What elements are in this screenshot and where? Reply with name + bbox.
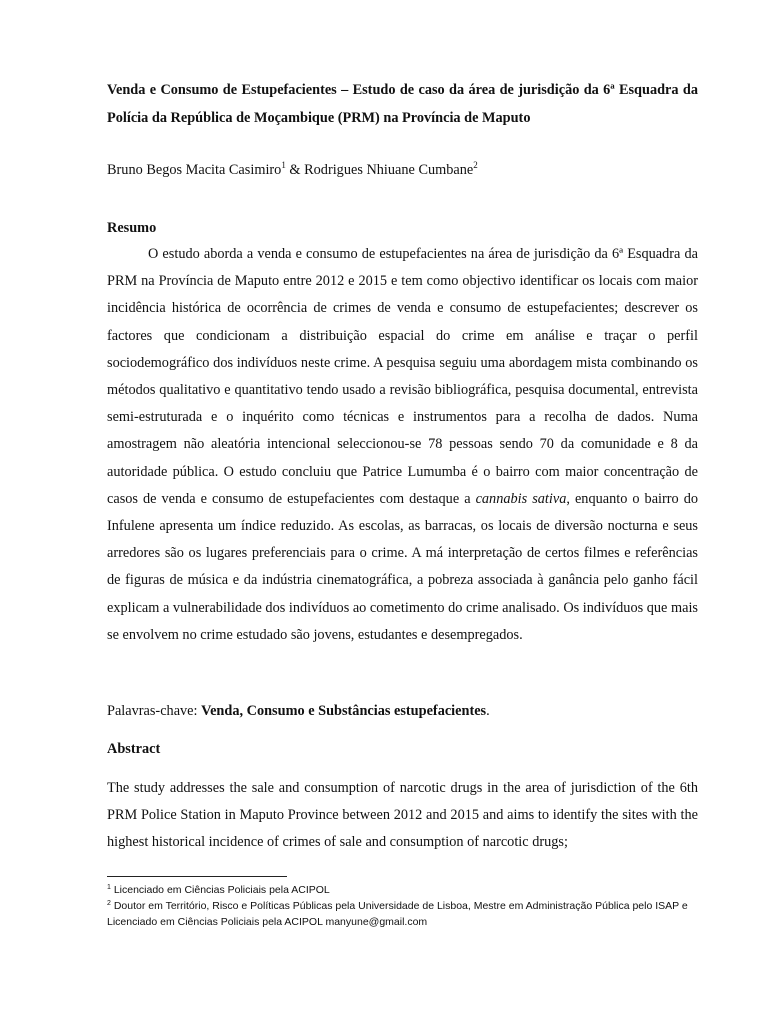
paper-title: Venda e Consumo de Estupefacientes – Estudo de caso da área de jurisdição da 6ª Esquadra da Polícia da República de Moçambique (PRM) na Província de Maputo (107, 82, 698, 126)
footnote-1-text: Licenciado em Ciências Policiais pela ACIPOL (110, 884, 330, 896)
author-1-footnote-mark: 1 (281, 160, 286, 170)
footnote-divider (107, 876, 287, 877)
keywords-value: Venda, Consumo e Substâncias estupefacientes (201, 703, 487, 719)
author-line (107, 162, 478, 179)
keywords-line (107, 703, 490, 720)
author-2: Rodrigues Nhiuane Cumbane (304, 162, 474, 178)
resumo-paragraph (107, 241, 698, 649)
author-2-footnote-mark: 2 (473, 160, 478, 170)
abstract-paragraph: The study addresses the sale and consumption of narcotic drugs in the area of jurisdiction of the 6th PRM Police Station in Maputo Province between 2012 and 2015 and aims to identify the sites with the highest historical incidence of crimes of sale and consumption of narcotic drugs; (107, 780, 698, 851)
footnote-2-mark: 2 (107, 900, 111, 907)
resumo-heading: Resumo (107, 220, 157, 236)
footnote-1-mark: 1 (107, 884, 111, 891)
footnote-2 (107, 898, 707, 930)
resumo-text-part-2: , enquanto o bairro do Infulene apresenta um índice reduzido. As escolas, as barracas, os locais de diversão nocturna e seus arredores são os lugares preferenciais para o crime. A má interpretação de certos filmes e referências de figuras de música e da indústria cinematográfica, a pobreza associada à ganância pelo ganho fácil explicam a vulnerabilidade dos indivíduos ao cometimento do crime analisado. Os indivíduos que mais se envolvem no crime estudado são jovens, estudantes e desempregados. (107, 490, 698, 643)
author-1: Bruno Begos Macita Casimiro (107, 162, 282, 178)
keywords-end: . (486, 703, 490, 719)
resumo-emphasis: cannabis sativa (475, 490, 567, 507)
footnote-1 (107, 882, 707, 898)
keywords-label: Palavras-chave: (107, 703, 202, 719)
author-separator: & (285, 162, 305, 178)
footnote-2-text: Doutor em Território, Risco e Políticas Públicas pela Universidade de Lisboa, Mestre em Administração Pública pelo ISAP e Licenciado em Ciências Policiais pela ACIPOL manyune@gmail.com (107, 900, 688, 928)
resumo-text-part-1: O estudo aborda a venda e consumo de estupefacientes na área de jurisdição da 6ª Esquadra da PRM na Província de Maputo entre 2012 e 2015 e tem como objectivo identificar os locais com maior incidência histórica de ocorrência de crimes de venda e consumo de estupefacientes; descrever os factores que condicionam a distribuição espacial do crime em análise e traçar o perfil sociodemográfico dos indivíduos neste crime. A pesquisa seguiu uma abordagem mista combinando os métodos qualitativo e quantitativo tendo usado a revisão bibliográfica, pesquisa documental, entrevista semi-estruturada e o inquérito como técnicas e instrumentos para a recolha de dados. Numa amostragem não aleatória intencional seleccionou-se 78 pessoas sendo 70 da comunidade e 8 da autoridade pública. O estudo concluiu que Patrice Lumumba é o bairro com maior concentração de casos de venda e consumo de estupefacientes com destaque a (107, 246, 698, 507)
abstract-heading: Abstract (107, 741, 161, 757)
